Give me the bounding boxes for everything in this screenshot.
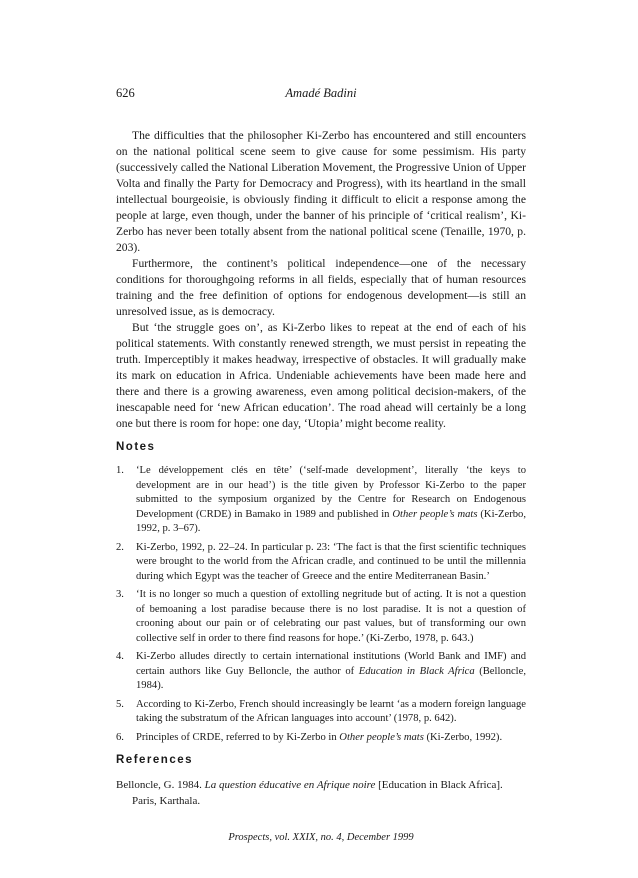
article-body xyxy=(116,128,526,809)
journal-footer: Prospects, vol. XXIX, no. 4, December 1999 xyxy=(228,832,414,843)
note-item xyxy=(116,464,526,537)
note-text: ‘It is no longer so much a question of extolling negritude but of acting. It is not a question of bemoaning a lost paradise because there is no lost paradise. It is not a question of crooning about our pain or of celebrating our past values, but of transforming our own collective self in order to there find reasons for hope.’ (Ki-Zerbo, 1978, p. 643.) xyxy=(136,589,526,644)
note-number: 6. xyxy=(116,731,124,743)
note-text: ‘Le développement clés en tête’ (‘self-made development’, literally ‘the keys to development are in our head’) is the title given by Professor Ki-Zerbo to the paper submitted to the symposium organized by the Centre for Research on Endogenous Development (CRDE) in Bamako in 1989 and published in Other people’s mats (Ki-Zerbo, 1992, p. 3–67). xyxy=(136,465,526,534)
body-paragraph: Furthermore, the continent’s political independence—one of the necessary conditions for thoroughgoing reforms in all fields, especially that of human resources training and the free definition of options for endogenous development—is still an unresolved issue, as is democracy. xyxy=(116,257,526,318)
note-title: Other people’s mats xyxy=(339,731,424,743)
note-item xyxy=(116,731,526,746)
note-item xyxy=(116,650,526,694)
note-number: 1. xyxy=(116,465,124,476)
note-item xyxy=(116,588,526,646)
note-number: 2. xyxy=(116,541,124,553)
note-text: Ki-Zerbo, 1992, p. 22–24. In particular p. 23: ‘The fact is that the first scientific techniques were brought to the world from the African cradle, and continued to be until the millennia during which Egypt was the teacher of Greece and the entire Mediterranean Basin.’ xyxy=(136,541,526,582)
note-number: 3. xyxy=(116,589,124,600)
note-item xyxy=(116,541,526,585)
page-number: 626 xyxy=(116,86,135,100)
note-text: Ki-Zerbo alludes directly to certain international institutions (World Bank and IMF) and certain authors like Guy Belloncle, the author of Education in Black Africa (Belloncle, 1984). xyxy=(136,651,526,691)
note-title: Education in Black Africa xyxy=(358,665,475,677)
notes-list xyxy=(116,464,526,745)
note-title: Other people’s mats xyxy=(392,508,478,520)
running-head: Amadé Badini xyxy=(285,86,357,100)
reference-entry: Belloncle, G. 1984. La question éducative en Afrique noire [Education in Black Africa]. Paris, Karthala. xyxy=(116,779,503,807)
body-paragraph: The difficulties that the philosopher Ki-Zerbo has encountered and still encounters on the national political scene seem to give cause for some pessimism. His party (successively called the National Liberation Movement, the Progressive Union of Upper Volta and finally the Party for Democracy and Progress), with its heartland in the small intellectual bourgeoisie, is obviously finding it difficult to elicit a response among the people at large, even though, under the banner of his principle of ‘critical realism’, Ki-Zerbo has never been totally absent from the national political scene (Tenaille, 1970, p. 203). xyxy=(116,129,526,254)
note-text: Principles of CRDE, referred to by Ki-Zerbo in Other people’s mats (Ki-Zerbo, 1992). xyxy=(136,731,503,743)
note-number: 5. xyxy=(116,698,124,710)
note-number: 4. xyxy=(116,651,124,662)
notes-heading: Notes xyxy=(116,441,156,453)
references-heading: References xyxy=(116,754,194,766)
body-paragraph: But ‘the struggle goes on’, as Ki-Zerbo likes to repeat at the end of each of his political statements. With constantly renewed strength, we must persist in repeating the truth. Imperceptibly it makes headway, irrespective of obstacles. It will gradually make its mark on education in Africa. Undeniable achievements have been made here and there and there is a growing awareness, even among political decision-makers, of the inescapable need for ‘new African education’. The road ahead will certainly be a long one but there is room for hope: one day, ‘Utopia’ might become reality. xyxy=(116,321,526,430)
page-header xyxy=(116,86,526,104)
note-item xyxy=(116,698,526,727)
reference-title: La question éducative en Afrique noire xyxy=(204,779,376,791)
note-text: According to Ki-Zerbo, French should increasingly be learnt ‘as a modern foreign language taking the substratum of the African languages into account’ (1978, p. 642). xyxy=(136,698,526,724)
